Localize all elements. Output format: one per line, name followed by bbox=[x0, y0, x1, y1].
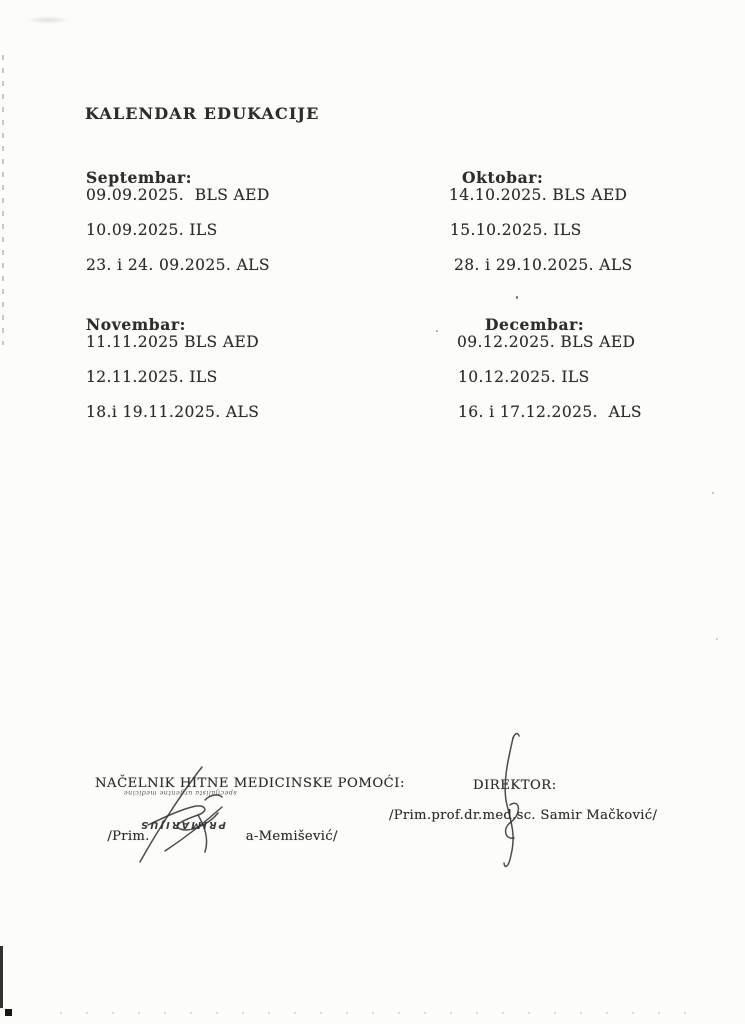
scan-corner-mark bbox=[5, 1009, 12, 1016]
scan-speck bbox=[436, 330, 438, 332]
scan-bottom-noise bbox=[60, 1012, 700, 1014]
document-title: KALENDAR EDUKACIJE bbox=[85, 104, 320, 123]
course-row: 12.11.2025. ILS bbox=[86, 368, 218, 386]
right-signatory-name: /Prim.prof.dr.med.sc. Samir Mačković/ bbox=[389, 808, 658, 823]
course-row: 09.12.2025. BLS AED bbox=[457, 333, 636, 351]
course-row: 10.12.2025. ILS bbox=[458, 368, 590, 386]
right-signature-scribble bbox=[480, 730, 560, 880]
course-row: 14.10.2025. BLS AED bbox=[449, 186, 628, 204]
course-row: 28. i 29.10.2025. ALS bbox=[454, 256, 633, 274]
scan-edge-bar bbox=[0, 946, 3, 1008]
stamp-specialty-line: specijalista urgentne medicine bbox=[123, 789, 237, 797]
course-row: 23. i 24. 09.2025. ALS bbox=[86, 256, 270, 274]
scan-speck bbox=[716, 638, 718, 640]
course-row: 16. i 17.12.2025. ALS bbox=[458, 403, 642, 421]
course-row: 09.09.2025. BLS AED bbox=[86, 186, 270, 204]
scan-smudge bbox=[25, 16, 71, 24]
stamp-primarius-text: PRIMARIJUS bbox=[139, 819, 226, 830]
course-row: 11.11.2025 BLS AED bbox=[86, 333, 260, 351]
scan-speck bbox=[712, 492, 714, 494]
month-header-novembar: Novembar: bbox=[86, 315, 186, 334]
left-signatory-title: NAČELNIK HITNE MEDICINSKE POMOĆI: bbox=[95, 776, 405, 791]
course-row: 18.i 19.11.2025. ALS bbox=[86, 403, 260, 421]
course-row: 15.10.2025. ILS bbox=[450, 221, 582, 239]
scan-speck bbox=[516, 296, 518, 299]
left-signatory-name-start: /Prim. bbox=[107, 829, 150, 844]
left-signature-scribble bbox=[110, 755, 270, 870]
course-row: 10.09.2025. ILS bbox=[86, 221, 218, 239]
scan-edge-artifact bbox=[2, 55, 4, 345]
month-header-oktobar: Oktobar: bbox=[462, 168, 544, 187]
right-signatory-title: DIREKTOR: bbox=[473, 778, 557, 793]
month-header-decembar: Decembar: bbox=[485, 315, 585, 334]
month-header-septembar: Septembar: bbox=[86, 168, 193, 187]
left-signatory-name-end: a-Memišević/ bbox=[245, 829, 338, 844]
